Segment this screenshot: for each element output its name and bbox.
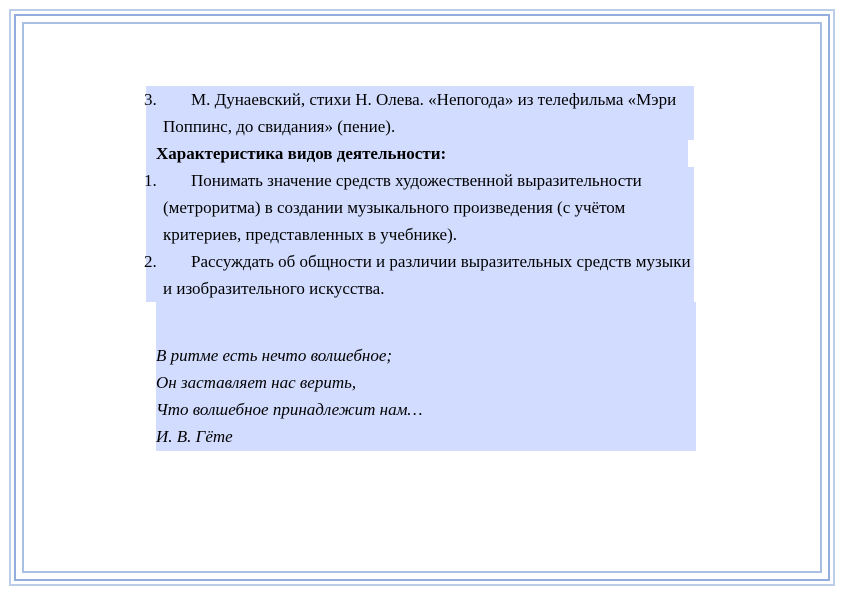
song-list-item	[146, 86, 694, 140]
epigraph-block	[156, 302, 696, 451]
activities-heading: Характеристика видов деятельности:	[146, 140, 688, 167]
list-item-number: 1.	[144, 171, 157, 190]
activity-item-2	[146, 248, 694, 302]
list-item-number: 2.	[144, 252, 157, 271]
list-item-number: 3.	[144, 90, 157, 109]
slide-content	[146, 86, 696, 451]
epigraph-line-2: Он заставляет нас верить,	[156, 373, 357, 392]
list-item-text: М. Дунаевский, стихи Н. Олева. «Непогода» из телефильма «Мэри Поппинс, до свидания» (пение).	[163, 90, 677, 136]
list-item-text: Рассуждать об общности и различии выразительных средств музыки и изобразительного искусства.	[163, 252, 691, 298]
epigraph-spacer	[156, 303, 166, 342]
activity-item-1	[146, 167, 694, 248]
list-item-text: Понимать значение средств художественной выразительности (метроритма) в создании музыкального произведения (с учётом критериев, представленных в учебнике).	[163, 171, 642, 244]
epigraph-line-1: В ритме есть нечто волшебное;	[156, 346, 393, 365]
epigraph-author: И. В. Гёте	[156, 427, 233, 446]
epigraph-line-3: Что волшебное принадлежит нам…	[156, 400, 423, 419]
